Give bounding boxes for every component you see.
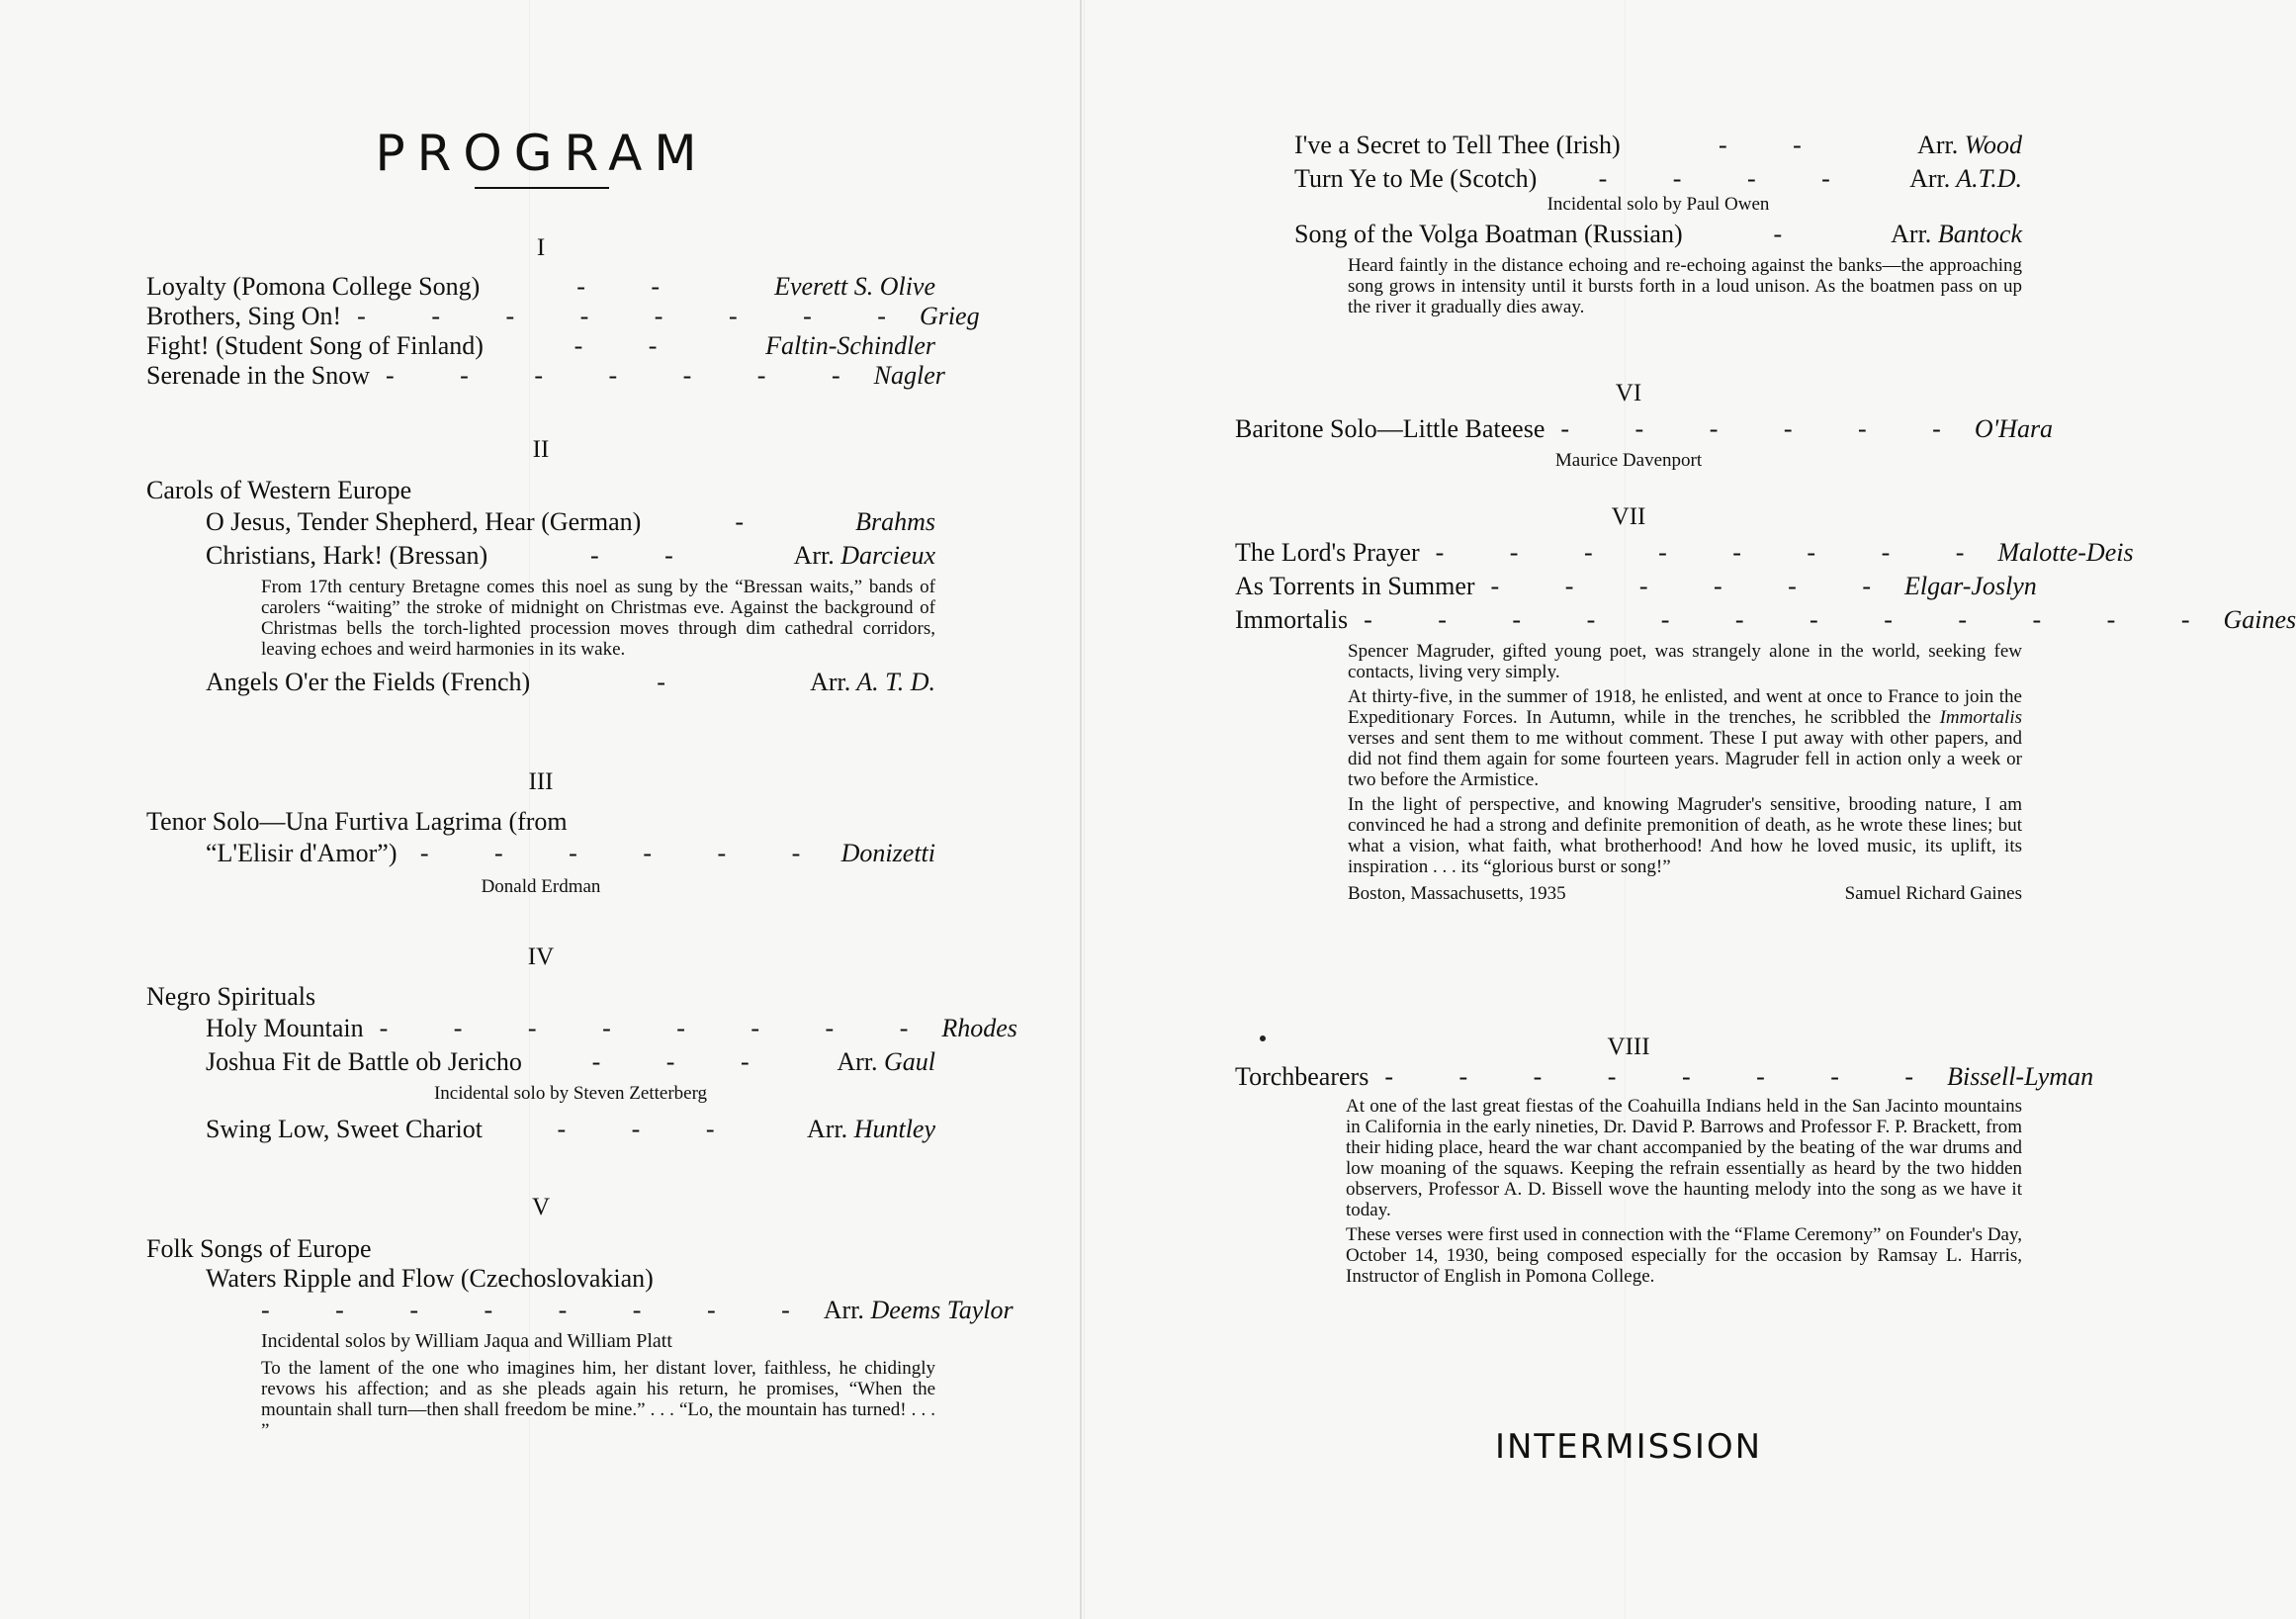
program-item: As Torrents in Summer - - - - - - Elgar-Joslyn [1235, 572, 2037, 600]
section-number-v: V [531, 1194, 551, 1220]
section-number-vii: VII [1611, 503, 1646, 530]
section-iii [146, 807, 935, 898]
section-viii [1235, 1062, 2094, 1287]
group-heading: Folk Songs of Europe [146, 1234, 372, 1263]
note-paragraph: From 17th century Bretagne comes this noel as sung by the “Bressan waits,” bands of carolers “waiting” the stroke of midnight on Christmas eve. Against the background of Christmas bells the torch-lighted procession moves through dim cathedral corridors, leaving echoes and weird harmonies in its wake. [261, 577, 935, 660]
section-number-i: I [536, 234, 546, 261]
note-paragraph: Spencer Magruder, gifted young poet, was strangely alone in the world, seeking few contacts, living very simply. [1348, 641, 2022, 682]
program-item: “L'Elisir d'Amor”) - - - - - - Donizetti [206, 839, 935, 867]
center-fold-shadow [1084, 0, 1085, 1619]
note-paragraph: In the light of perspective, and knowing Magruder's sensitive, brooding nature, I am convinced he had a strong and definite premonition of death, as he wrote these lines; but what a vision, what faith, what brotherhood! And how he loved music, its uplift, its inspiration . . . its “glorious burst or song!” [1348, 794, 2022, 877]
note-paragraph: At one of the last great fiestas of the Coahuilla Indians held in the San Jacinto mountains in California in the early nineties, Dr. David P. Barrows and Professor F. P. Brackett, from their hiding place, heard the war chant accompanied by the beating of the war drums and low moaning of the squaws. Keeping the refrain essentially as heard by the two hidden observers, Professor A. D. Bissell wove the haunting melody into the song as we have it today. [1346, 1096, 2022, 1220]
group-heading: Carols of Western Europe [146, 476, 412, 504]
soloist-name: Maurice Davenport [1554, 450, 1703, 471]
section-number-viii: VIII [1607, 1034, 1650, 1060]
program-item: Turn Ye to Me (Scotch) - - - - Arr. A.T.D. [1294, 164, 2022, 193]
program-item: Swing Low, Sweet Chariot - - - Arr. Huntley [206, 1115, 935, 1143]
program-item: Song of the Volga Boatman (Russian) - Arr. Bantock [1294, 220, 2022, 248]
program-item: I've a Secret to Tell Thee (Irish) - - Arr. Wood [1294, 131, 2022, 159]
program-item: Loyalty (Pomona College Song) - - Everett S. Olive [146, 272, 935, 301]
section-vi [1235, 414, 2054, 472]
program-item: Serenade in the Snow - - - - - - - Nagler [146, 361, 945, 390]
program-item: Immortalis - - - - - - - - - - - - Gaines [1235, 605, 2296, 634]
section-iv [146, 982, 1017, 1144]
section-number-ii: II [532, 436, 550, 463]
song-title: Waters Ripple and Flow (Czechoslovakian) [206, 1264, 654, 1293]
note-paragraph: At thirty-five, in the summer of 1918, he enlisted, and went at once to France to join the Expeditionary Forces. In Autumn, while in the trenches, he scribbled the Immortalis verses and sent them to me without comment. These I put away with other papers, and did not find them again for some fourteen years. Magruder fell in action only a week or two before the Armistice. [1348, 686, 2022, 790]
program-item: Joshua Fit de Battle ob Jericho - - - Arr. Gaul [206, 1047, 935, 1076]
program-item: Fight! (Student Song of Finland) - - Faltin-Schindler [146, 331, 935, 360]
section-v [146, 1234, 1014, 1441]
section-number-vi: VI [1615, 380, 1642, 406]
signature-place: Boston, Massachusetts, 1935 [1348, 883, 1566, 904]
group-heading: Negro Spirituals [146, 982, 316, 1011]
soloist-name: Donald Erdman [481, 876, 601, 897]
incidental-solos: Incidental solos by William Jaqua and William Platt [261, 1330, 672, 1352]
note-paragraph: To the lament of the one who imagines him, her distant lover, faithless, he chidingly revows his affection; and as she pleads again his return, he promises, “When the mountain shall turn—then shall freedom be mine.” . . . “Lo, the mountain has turned! . . . ” [261, 1358, 935, 1441]
signature-line [1348, 883, 2022, 905]
program-item: The Lord's Prayer - - - - - - - - Malotte-Deis [1235, 538, 2134, 567]
center-fold [1080, 0, 1082, 1619]
program-item: Christians, Hark! (Bressan) - - Arr. Darcieux [206, 541, 935, 570]
program-item: Baritone Solo—Little Bateese - - - - - - O'Hara [1235, 414, 2054, 443]
program-item: - - - - - - - - Arr. Deems Taylor [261, 1296, 1014, 1324]
section-vii [1235, 538, 2296, 905]
solo-title: Tenor Solo—Una Furtiva Lagrima (from [146, 807, 568, 836]
signature-name: Samuel Richard Gaines [1844, 883, 2022, 904]
section-i [146, 272, 980, 391]
program-item: Torchbearers - - - - - - - - Bissell-Lyman [1235, 1062, 2094, 1091]
section-ii [146, 476, 935, 697]
note-paragraph: These verses were first used in connection with the “Flame Ceremony” on Founder's Day, October 14, 1930, being composed especially for the occasion by Ramsay L. Harris, Instructor of English in Pomona College. [1346, 1224, 2022, 1287]
program-item: Brothers, Sing On! - - - - - - - - Grieg [146, 302, 980, 330]
ink-speck [1260, 1035, 1266, 1041]
program-item: O Jesus, Tender Shepherd, Hear (German) - Brahms [206, 507, 935, 536]
section-v-continued [1235, 131, 2022, 317]
incidental-solo: Incidental solo by Paul Owen [1546, 194, 1770, 215]
intermission-heading: INTERMISSION [1494, 1427, 1763, 1467]
section-number-iv: IV [527, 944, 555, 970]
incidental-solo: Incidental solo by Steven Zetterberg [433, 1083, 708, 1104]
program-item: Angels O'er the Fields (French) - Arr. A. T. D. [206, 668, 935, 696]
program-title: PROGRAM [375, 125, 709, 182]
program-item: Holy Mountain - - - - - - - - Rhodes [206, 1014, 1017, 1042]
section-number-iii: III [528, 768, 554, 795]
title-underline [475, 187, 609, 189]
note-paragraph: Heard faintly in the distance echoing and re-echoing against the banks—the approaching song grows in intensity until it bursts forth in a loud unison. As the boatmen pass on up the river it gradually dies away. [1348, 255, 2022, 317]
